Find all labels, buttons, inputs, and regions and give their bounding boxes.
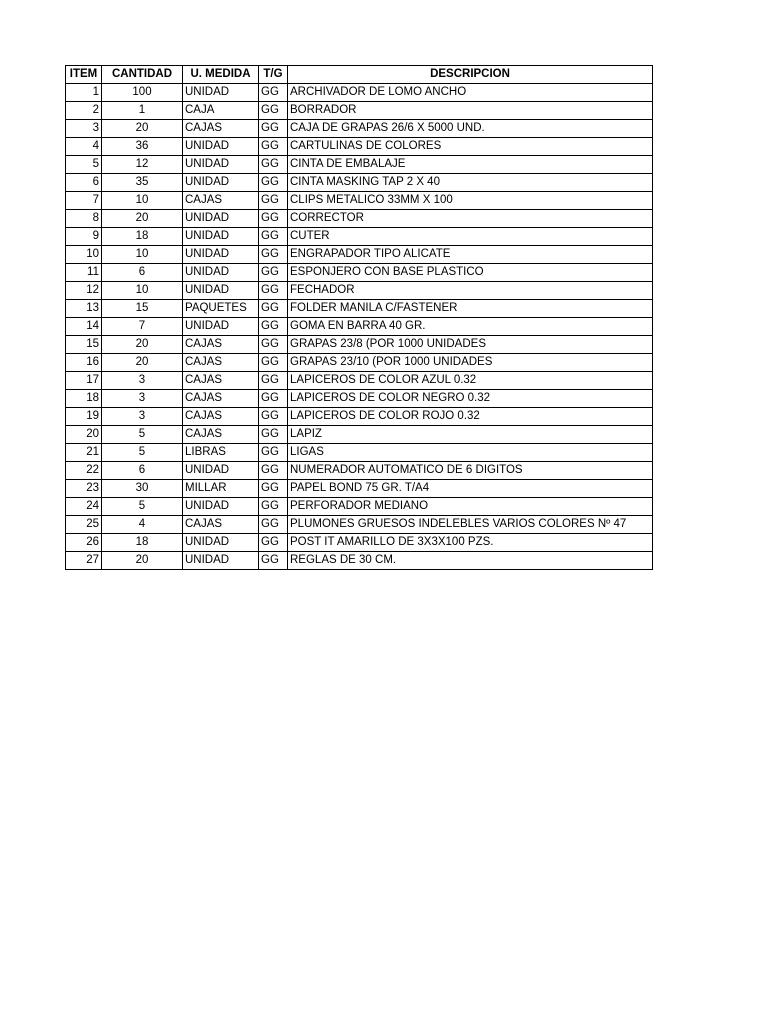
cell-descripcion: LAPICEROS DE COLOR ROJO 0.32 [288, 408, 653, 426]
cell-tg: GG [259, 516, 288, 534]
cell-cantidad: 10 [102, 192, 183, 210]
cell-medida: UNIDAD [183, 84, 259, 102]
cell-medida: UNIDAD [183, 210, 259, 228]
cell-medida: CAJAS [183, 372, 259, 390]
cell-descripcion: REGLAS DE 30 CM. [288, 552, 653, 570]
cell-item: 2 [66, 102, 102, 120]
table-row [66, 192, 653, 210]
cell-descripcion: ENGRAPADOR TIPO ALICATE [288, 246, 653, 264]
table-row [66, 264, 653, 282]
cell-item: 10 [66, 246, 102, 264]
table-row [66, 354, 653, 372]
cell-cantidad: 1 [102, 102, 183, 120]
cell-item: 14 [66, 318, 102, 336]
table-row [66, 426, 653, 444]
cell-medida: LIBRAS [183, 444, 259, 462]
cell-descripcion: CORRECTOR [288, 210, 653, 228]
table-row [66, 84, 653, 102]
cell-item: 9 [66, 228, 102, 246]
cell-medida: CAJAS [183, 516, 259, 534]
cell-tg: GG [259, 228, 288, 246]
cell-cantidad: 6 [102, 264, 183, 282]
cell-tg: GG [259, 534, 288, 552]
cell-item: 16 [66, 354, 102, 372]
cell-item: 13 [66, 300, 102, 318]
cell-descripcion: ARCHIVADOR DE LOMO ANCHO [288, 84, 653, 102]
table-row [66, 174, 653, 192]
cell-tg: GG [259, 372, 288, 390]
cell-tg: GG [259, 552, 288, 570]
cell-descripcion: BORRADOR [288, 102, 653, 120]
cell-item: 26 [66, 534, 102, 552]
cell-medida: UNIDAD [183, 246, 259, 264]
header-item: ITEM [66, 66, 102, 84]
supplies-table [65, 65, 653, 570]
cell-item: 1 [66, 84, 102, 102]
cell-medida: UNIDAD [183, 228, 259, 246]
cell-tg: GG [259, 462, 288, 480]
cell-tg: GG [259, 390, 288, 408]
cell-item: 5 [66, 156, 102, 174]
table-row [66, 228, 653, 246]
cell-tg: GG [259, 336, 288, 354]
cell-item: 17 [66, 372, 102, 390]
cell-medida: CAJAS [183, 354, 259, 372]
cell-item: 7 [66, 192, 102, 210]
cell-descripcion: CINTA MASKING TAP 2 X 40 [288, 174, 653, 192]
cell-medida: UNIDAD [183, 138, 259, 156]
cell-cantidad: 36 [102, 138, 183, 156]
table-row [66, 480, 653, 498]
cell-item: 19 [66, 408, 102, 426]
cell-item: 15 [66, 336, 102, 354]
cell-descripcion: PERFORADOR MEDIANO [288, 498, 653, 516]
table-row [66, 210, 653, 228]
cell-cantidad: 5 [102, 498, 183, 516]
cell-item: 23 [66, 480, 102, 498]
cell-tg: GG [259, 426, 288, 444]
cell-descripcion: CAJA DE GRAPAS 26/6 X 5000 UND. [288, 120, 653, 138]
header-tg: T/G [259, 66, 288, 84]
cell-descripcion: PAPEL BOND 75 GR. T/A4 [288, 480, 653, 498]
cell-item: 18 [66, 390, 102, 408]
cell-descripcion: CARTULINAS DE COLORES [288, 138, 653, 156]
cell-tg: GG [259, 120, 288, 138]
cell-descripcion: LAPICEROS DE COLOR NEGRO 0.32 [288, 390, 653, 408]
cell-medida: UNIDAD [183, 156, 259, 174]
cell-descripcion: GRAPAS 23/8 (POR 1000 UNIDADES [288, 336, 653, 354]
table-row [66, 156, 653, 174]
cell-item: 4 [66, 138, 102, 156]
cell-medida: MILLAR [183, 480, 259, 498]
cell-item: 21 [66, 444, 102, 462]
cell-medida: UNIDAD [183, 498, 259, 516]
cell-cantidad: 3 [102, 372, 183, 390]
cell-tg: GG [259, 282, 288, 300]
cell-tg: GG [259, 444, 288, 462]
cell-cantidad: 20 [102, 210, 183, 228]
cell-medida: UNIDAD [183, 462, 259, 480]
table-row [66, 246, 653, 264]
requisition-sheet [65, 65, 653, 570]
cell-tg: GG [259, 192, 288, 210]
cell-descripcion: FOLDER MANILA C/FASTENER [288, 300, 653, 318]
cell-medida: CAJA [183, 102, 259, 120]
cell-cantidad: 20 [102, 120, 183, 138]
table-row [66, 282, 653, 300]
cell-descripcion: GOMA EN BARRA 40 GR. [288, 318, 653, 336]
cell-item: 12 [66, 282, 102, 300]
cell-cantidad: 6 [102, 462, 183, 480]
cell-item: 8 [66, 210, 102, 228]
table-row [66, 498, 653, 516]
table-row [66, 372, 653, 390]
cell-cantidad: 18 [102, 534, 183, 552]
cell-cantidad: 3 [102, 390, 183, 408]
cell-cantidad: 20 [102, 336, 183, 354]
table-row [66, 462, 653, 480]
cell-item: 22 [66, 462, 102, 480]
cell-tg: GG [259, 318, 288, 336]
table-row [66, 444, 653, 462]
table-row [66, 552, 653, 570]
cell-medida: CAJAS [183, 390, 259, 408]
cell-medida: CAJAS [183, 336, 259, 354]
table-header-row [66, 66, 653, 84]
table-row [66, 102, 653, 120]
cell-descripcion: CLIPS METALICO 33MM X 100 [288, 192, 653, 210]
cell-medida: CAJAS [183, 192, 259, 210]
cell-item: 6 [66, 174, 102, 192]
table-row [66, 534, 653, 552]
cell-tg: GG [259, 84, 288, 102]
cell-cantidad: 5 [102, 444, 183, 462]
cell-cantidad: 35 [102, 174, 183, 192]
cell-descripcion: FECHADOR [288, 282, 653, 300]
cell-tg: GG [259, 138, 288, 156]
table-row [66, 390, 653, 408]
cell-cantidad: 3 [102, 408, 183, 426]
cell-tg: GG [259, 174, 288, 192]
cell-tg: GG [259, 300, 288, 318]
cell-medida: PAQUETES [183, 300, 259, 318]
cell-medida: UNIDAD [183, 174, 259, 192]
cell-medida: UNIDAD [183, 264, 259, 282]
cell-cantidad: 100 [102, 84, 183, 102]
cell-item: 25 [66, 516, 102, 534]
cell-cantidad: 5 [102, 426, 183, 444]
cell-cantidad: 30 [102, 480, 183, 498]
table-row [66, 336, 653, 354]
cell-medida: CAJAS [183, 120, 259, 138]
cell-tg: GG [259, 498, 288, 516]
cell-cantidad: 10 [102, 282, 183, 300]
cell-descripcion: PLUMONES GRUESOS INDELEBLES VARIOS COLORES Nº 47 [288, 516, 653, 534]
cell-tg: GG [259, 156, 288, 174]
table-row [66, 138, 653, 156]
cell-descripcion: LAPIZ [288, 426, 653, 444]
cell-cantidad: 12 [102, 156, 183, 174]
header-descripcion: DESCRIPCION [288, 66, 653, 84]
table-body [66, 84, 653, 570]
cell-cantidad: 15 [102, 300, 183, 318]
cell-cantidad: 10 [102, 246, 183, 264]
cell-medida: CAJAS [183, 426, 259, 444]
table-row [66, 408, 653, 426]
table-row [66, 300, 653, 318]
cell-descripcion: LAPICEROS DE COLOR AZUL 0.32 [288, 372, 653, 390]
cell-descripcion: GRAPAS 23/10 (POR 1000 UNIDADES [288, 354, 653, 372]
cell-descripcion: CUTER [288, 228, 653, 246]
cell-tg: GG [259, 354, 288, 372]
cell-cantidad: 18 [102, 228, 183, 246]
cell-tg: GG [259, 210, 288, 228]
table-row [66, 120, 653, 138]
cell-medida: CAJAS [183, 408, 259, 426]
cell-item: 11 [66, 264, 102, 282]
cell-item: 20 [66, 426, 102, 444]
cell-tg: GG [259, 480, 288, 498]
cell-medida: UNIDAD [183, 534, 259, 552]
cell-descripcion: CINTA DE EMBALAJE [288, 156, 653, 174]
cell-medida: UNIDAD [183, 282, 259, 300]
cell-descripcion: NUMERADOR AUTOMATICO DE 6 DIGITOS [288, 462, 653, 480]
cell-cantidad: 7 [102, 318, 183, 336]
cell-tg: GG [259, 408, 288, 426]
cell-descripcion: POST IT AMARILLO DE 3X3X100 PZS. [288, 534, 653, 552]
cell-descripcion: LIGAS [288, 444, 653, 462]
table-row [66, 318, 653, 336]
cell-medida: UNIDAD [183, 318, 259, 336]
cell-cantidad: 20 [102, 354, 183, 372]
header-medida: U. MEDIDA [183, 66, 259, 84]
cell-tg: GG [259, 264, 288, 282]
cell-item: 27 [66, 552, 102, 570]
table-row [66, 516, 653, 534]
cell-tg: GG [259, 246, 288, 264]
cell-cantidad: 20 [102, 552, 183, 570]
cell-item: 3 [66, 120, 102, 138]
cell-tg: GG [259, 102, 288, 120]
cell-item: 24 [66, 498, 102, 516]
cell-descripcion: ESPONJERO CON BASE PLASTICO [288, 264, 653, 282]
cell-medida: UNIDAD [183, 552, 259, 570]
cell-cantidad: 4 [102, 516, 183, 534]
header-cantidad: CANTIDAD [102, 66, 183, 84]
